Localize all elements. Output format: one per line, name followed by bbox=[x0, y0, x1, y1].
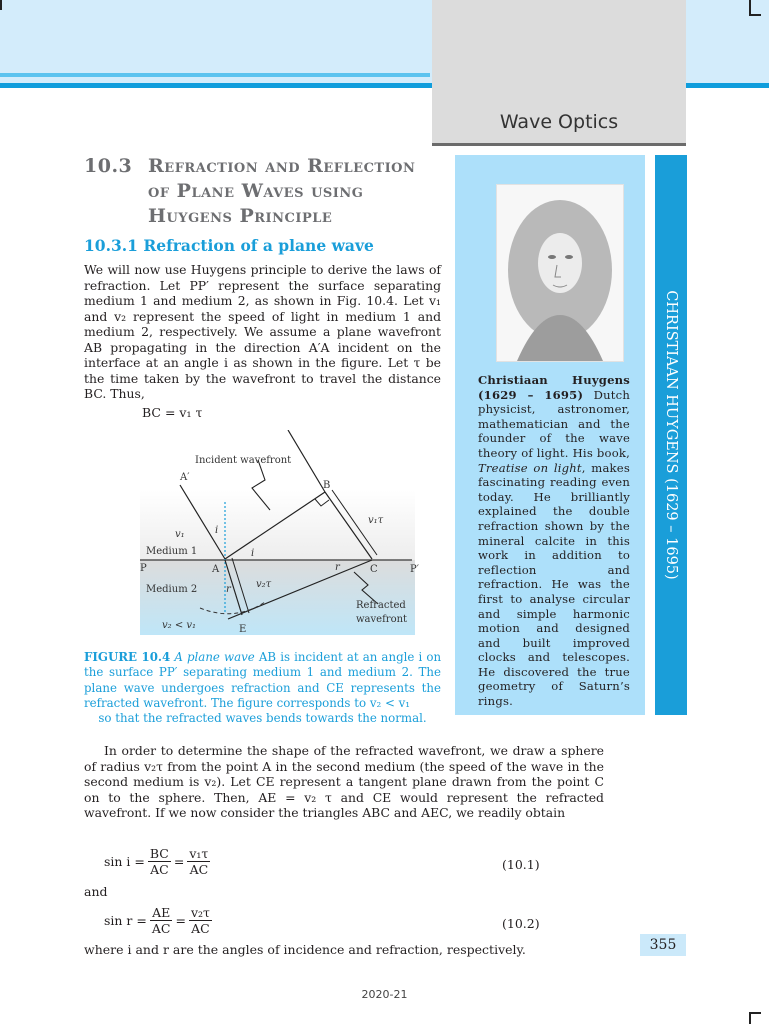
label-angle-r: r bbox=[226, 584, 231, 595]
section-heading bbox=[84, 154, 444, 229]
eq1-equals: = bbox=[173, 854, 185, 869]
label-refracted: Refracted bbox=[356, 600, 406, 611]
side-strip-label: CHRISTIAAN HUYGENS (1629 – 1695) bbox=[663, 290, 679, 580]
incident-ray-b bbox=[288, 430, 325, 492]
label-a: A bbox=[212, 564, 220, 575]
eq2-den2: AC bbox=[191, 921, 210, 936]
figure-caption-last-line: so that the refracted waves bends towards the normal. bbox=[98, 711, 427, 726]
label-medium2: Medium 2 bbox=[146, 584, 198, 595]
and-word: and bbox=[84, 884, 108, 899]
eq1-num1: BC bbox=[149, 846, 169, 861]
page-number: 355 bbox=[640, 934, 686, 956]
eq2-equals: = bbox=[175, 913, 186, 928]
bio-name: Christiaan Huygens (1629 – 1695) bbox=[478, 373, 630, 402]
eq1-fraction-1 bbox=[148, 846, 171, 877]
equation-10-2 bbox=[104, 905, 215, 936]
label-medium1: Medium 1 bbox=[146, 546, 198, 557]
figure-refraction-diagram bbox=[140, 430, 430, 642]
portrait-image bbox=[496, 184, 624, 362]
closing-line: where i and r are the angles of incidence and refraction, respectively. bbox=[84, 942, 526, 957]
label-c: C bbox=[370, 564, 378, 575]
eq2-den1: AC bbox=[151, 921, 171, 936]
paragraph: We will now use Huygens principle to derive the laws of refraction. Let PP′ represent the surface separating medium 1 and medium 2, as shown in Fig. 10.4. Let v₁ and v₂ represent the speed of light in medium 1 and medium 2, respectively. We assume a plane wavefront AB propagating in the direction A′A incident on the interface at an angle i as shown in the figure. Let τ be the time taken by the wavefront to travel the distance BC. Thus, bbox=[84, 262, 441, 401]
equation-number: (10.1) bbox=[502, 857, 540, 872]
section-title: Refraction and Reflection of Plane Waves using Huygens Principle bbox=[148, 155, 416, 227]
section-number: 10.3 bbox=[84, 155, 133, 177]
bio-text-2: , makes fascinating reading even today. He brilliantly explained the double refraction shown by the mineral calcite in this work in addition to reflection and refraction. He was the first to analyse circular and simple harmonic motion and designed and built improved clocks and telescopes. He discovered the true geometry of Saturn’s rings. bbox=[478, 460, 630, 709]
label-v1tau: v₁τ bbox=[368, 515, 384, 526]
label-p: P bbox=[140, 563, 147, 574]
subsection-heading: 10.3.1 Refraction of a plane wave bbox=[84, 236, 374, 255]
equation-number: (10.2) bbox=[502, 916, 540, 931]
crop-mark bbox=[749, 0, 761, 16]
side-strip bbox=[655, 155, 687, 715]
paragraph bbox=[84, 743, 604, 821]
biography-text bbox=[478, 373, 630, 709]
eq2-fraction-2 bbox=[189, 905, 212, 936]
figure-caption-italic: A plane wave bbox=[174, 650, 255, 664]
label-e: E bbox=[239, 624, 247, 635]
figure-caption bbox=[84, 650, 441, 726]
eq2-num2: v₂τ bbox=[190, 905, 210, 920]
eq2-num1: AE bbox=[152, 905, 171, 920]
label-condition: v₂ < v₁ bbox=[162, 620, 197, 631]
equation-bc: BC = v₁ τ bbox=[142, 405, 203, 420]
label-v1: v₁ bbox=[175, 529, 185, 540]
label-v2tau: v₂τ bbox=[256, 579, 272, 590]
eq2-lhs: sin r = bbox=[104, 913, 147, 928]
eq1-fraction-2 bbox=[187, 846, 210, 877]
label-a-prime: A′ bbox=[180, 472, 190, 483]
label-incident-wavefront: Incident wavefront bbox=[195, 455, 292, 466]
paragraph-2-text: In order to determine the shape of the refracted wavefront, we draw a sphere of radius v₂τ from the point A in the second medium (the speed of the wave in the second medium is v₂). Let CE represent a tangent plane drawn from the point C on to the sphere. Then, AE = v₂ τ and CE would represent the refracted wavefront. If we now consider the triangles ABC and AEC, we readily obtain bbox=[84, 743, 604, 820]
eq2-fraction-1 bbox=[150, 905, 173, 936]
label-p-prime: P′ bbox=[410, 564, 419, 575]
figure-label: FIGURE 10.4 bbox=[84, 650, 171, 664]
bio-book-title: Treatise on light bbox=[478, 460, 582, 475]
eq1-den1: AC bbox=[150, 862, 169, 877]
equation-10-1 bbox=[104, 846, 213, 877]
crop-mark bbox=[749, 1012, 761, 1024]
figure-caption-text: AB is incident at an angle i on the surface PP′ separating medium 1 and medium 2. The plane wave undergoes refraction and CE represents the refracted wavefront. The figure corresponds to v₂ < v₁ bbox=[84, 650, 442, 710]
label-angle-i-2: i bbox=[251, 548, 255, 559]
eq1-num2: v₁τ bbox=[189, 846, 209, 861]
label-angle-i: i bbox=[215, 525, 219, 536]
header-rule-light bbox=[0, 73, 430, 77]
label-wavefront: wavefront bbox=[356, 614, 408, 625]
eq1-lhs: sin i = bbox=[104, 854, 145, 869]
footer-year: 2020-21 bbox=[361, 988, 408, 1001]
chapter-tab bbox=[432, 0, 686, 146]
chapter-title: Wave Optics bbox=[499, 111, 619, 133]
crop-mark bbox=[0, 0, 3, 10]
label-b: B bbox=[323, 480, 331, 491]
label-r: r bbox=[335, 562, 340, 573]
eq1-den2: AC bbox=[189, 862, 209, 877]
bio-text-1: Dutch physicist, astronomer, mathematician and the founder of the wave theory of light. His book, bbox=[478, 387, 630, 460]
